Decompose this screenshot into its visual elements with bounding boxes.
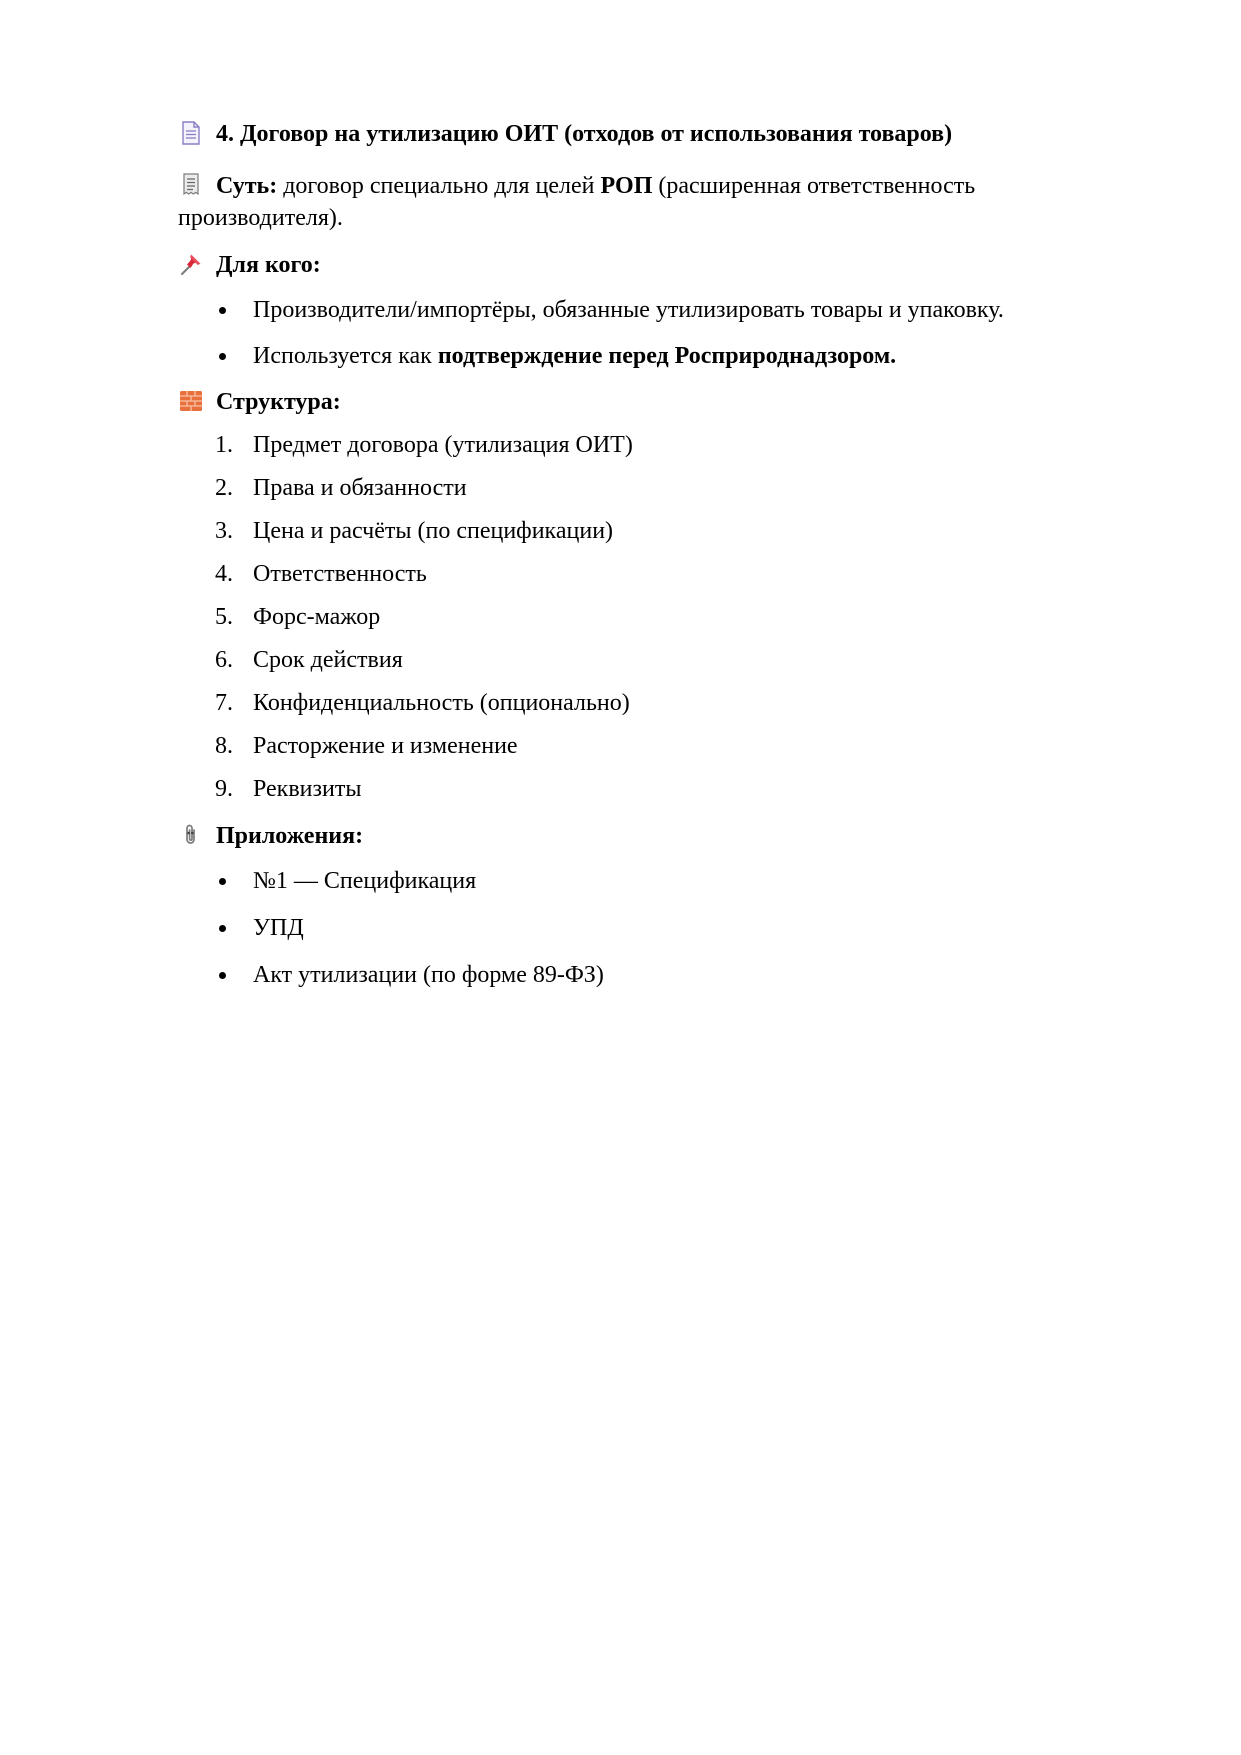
list-item-text: Цена и расчёты (по спецификации) [253, 518, 614, 544]
list-item [178, 773, 1068, 805]
list-item-text: УПД [253, 915, 304, 941]
list-number: 9. [215, 776, 233, 802]
pushpin-icon [178, 251, 204, 277]
receipt-icon [178, 172, 204, 198]
structure-list [178, 429, 1068, 805]
list-item-text: Предмет договора (утилизация ОИТ) [253, 432, 633, 458]
list-item [178, 294, 1068, 326]
list-number: 6. [215, 647, 233, 673]
appendices-list [178, 865, 1068, 991]
list-item-text: Используется как [253, 343, 438, 369]
essence-label: Суть: [216, 173, 278, 199]
for-whom-label: Для кого: [216, 252, 321, 278]
essence-paragraph [178, 170, 1068, 234]
list-item-text: Ответственность [253, 561, 427, 587]
page-icon [178, 120, 204, 146]
list-item-text: Конфиденциальность (опционально) [253, 690, 630, 716]
list-item-text: Акт утилизации (по форме 89-ФЗ) [253, 962, 604, 988]
list-item [178, 429, 1068, 461]
paperclip-icon [178, 822, 204, 848]
essence-text-after: (расширенная ответственность производителя). [178, 173, 976, 231]
structure-heading [178, 386, 1068, 418]
list-item [178, 644, 1068, 676]
list-item-text: №1 — Спецификация [253, 868, 477, 894]
for-whom-list [178, 294, 1068, 372]
list-item-text: Срок действия [253, 647, 403, 673]
list-item [178, 515, 1068, 547]
list-item-text: Права и обязанности [253, 475, 467, 501]
list-item [178, 912, 1068, 944]
list-item [178, 959, 1068, 991]
list-item [178, 558, 1068, 590]
list-number: 1. [215, 432, 233, 458]
list-number: 5. [215, 604, 233, 630]
list-item [178, 865, 1068, 897]
essence-term: РОП [600, 173, 653, 199]
list-item-text: Форс-мажор [253, 604, 381, 630]
heading-text: 4. Договор на утилизацию ОИТ (отходов от использования товаров) [216, 121, 953, 147]
appendices-heading [178, 820, 1068, 852]
list-number: 3. [215, 518, 233, 544]
essence-text: договор специально для целей [277, 173, 601, 199]
list-number: 2. [215, 475, 233, 501]
brick-icon [178, 388, 204, 414]
list-item [178, 340, 1068, 372]
for-whom-heading [178, 249, 1068, 281]
list-number: 8. [215, 733, 233, 759]
list-item [178, 472, 1068, 504]
list-number: 4. [215, 561, 233, 587]
list-item-text: Реквизиты [253, 776, 362, 802]
list-item-bold: подтверждение перед Росприроднадзором. [437, 343, 897, 369]
appendices-label: Приложения: [216, 823, 364, 849]
list-item [178, 601, 1068, 633]
list-item [178, 730, 1068, 762]
document-body [178, 118, 1068, 991]
list-item-text: Производители/импортёры, обязанные утилизировать товары и упаковку. [253, 297, 1004, 323]
list-item-text: Расторжение и изменение [253, 733, 518, 759]
section-heading [178, 118, 1068, 150]
list-number: 7. [215, 690, 233, 716]
structure-label: Структура: [216, 389, 341, 415]
list-item [178, 687, 1068, 719]
